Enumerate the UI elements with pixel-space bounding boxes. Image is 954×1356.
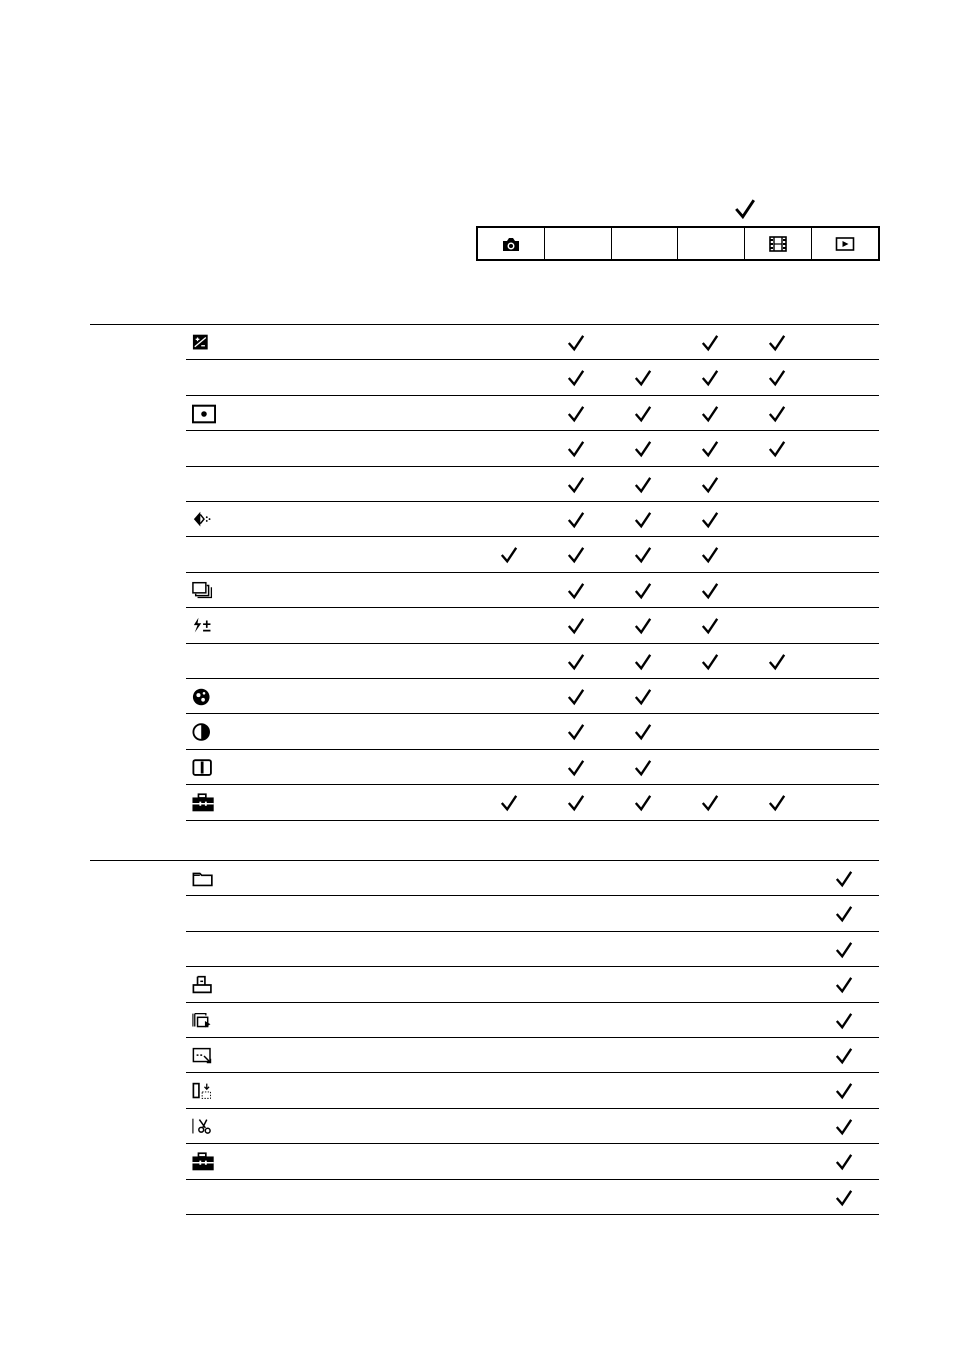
shooting-menu-row — [186, 467, 879, 502]
mode-cell-4 — [678, 228, 745, 259]
mode-cell-2 — [545, 228, 612, 259]
check-icon — [567, 369, 585, 387]
check-icon — [734, 198, 756, 220]
check-icon — [768, 405, 786, 423]
shooting-menu-row — [186, 679, 879, 714]
check-icon — [634, 369, 652, 387]
viewing-menu-row — [186, 1038, 879, 1073]
viewing-menu-row — [186, 1073, 879, 1108]
check-icon — [634, 440, 652, 458]
shooting-menu-row — [186, 396, 879, 431]
mode-cell-3 — [612, 228, 679, 259]
check-icon — [634, 546, 652, 564]
rotate-icon — [192, 1081, 216, 1101]
mode-header — [476, 226, 880, 261]
check-icon — [567, 759, 585, 777]
check-icon — [835, 905, 853, 923]
ev-icon — [192, 333, 216, 353]
check-icon — [500, 546, 518, 564]
sharpness-icon — [192, 758, 216, 778]
check-icon — [701, 334, 719, 352]
check-icon — [567, 334, 585, 352]
check-icon — [768, 440, 786, 458]
shooting-menu-row — [186, 608, 879, 643]
viewing-menu-row — [186, 1144, 879, 1179]
shooting-menu-row — [186, 750, 879, 785]
check-icon — [768, 369, 786, 387]
check-icon — [701, 582, 719, 600]
slideshow-icon — [192, 1011, 216, 1031]
burst-icon — [192, 581, 216, 601]
check-icon — [567, 617, 585, 635]
contrast-icon — [192, 722, 216, 742]
check-icon — [634, 617, 652, 635]
check-icon — [768, 334, 786, 352]
check-icon — [835, 1189, 853, 1207]
print-icon — [192, 975, 216, 995]
camera-icon — [501, 235, 521, 253]
mode-cell-movie — [745, 228, 812, 259]
shooting-menu-row — [186, 325, 879, 360]
setup-toolbox-icon — [192, 1152, 216, 1172]
check-icon — [835, 1153, 853, 1171]
check-icon — [835, 1118, 853, 1136]
check-icon — [835, 870, 853, 888]
viewing-menu-row — [186, 932, 879, 967]
check-icon — [835, 941, 853, 959]
check-icon — [634, 794, 652, 812]
playback-icon — [835, 235, 855, 253]
flash-level-icon — [192, 616, 216, 636]
viewing-menu-row — [186, 1180, 879, 1215]
viewing-menu-row — [186, 861, 879, 896]
shooting-menu-row — [186, 573, 879, 608]
check-icon — [567, 440, 585, 458]
resize-icon — [192, 1046, 216, 1066]
check-icon — [567, 582, 585, 600]
folder-icon — [192, 869, 216, 889]
check-icon — [567, 794, 585, 812]
spot-metering-icon — [192, 404, 216, 424]
flash-mode-icon — [192, 510, 216, 530]
shooting-menu-row — [186, 785, 879, 820]
check-icon — [634, 688, 652, 706]
check-icon — [701, 405, 719, 423]
check-icon — [567, 723, 585, 741]
check-icon — [835, 1082, 853, 1100]
check-icon — [567, 653, 585, 671]
mode-cell-playback — [812, 228, 878, 259]
check-icon — [701, 476, 719, 494]
check-icon — [701, 653, 719, 671]
check-icon — [701, 617, 719, 635]
check-icon — [634, 476, 652, 494]
check-icon — [701, 546, 719, 564]
shooting-menu-row — [186, 644, 879, 679]
check-icon — [768, 653, 786, 671]
check-icon — [634, 405, 652, 423]
check-icon — [701, 369, 719, 387]
check-icon — [835, 976, 853, 994]
check-icon — [567, 405, 585, 423]
check-icon — [768, 794, 786, 812]
shooting-menu-row — [186, 431, 879, 466]
check-icon — [701, 511, 719, 529]
viewing-menu-row — [186, 1003, 879, 1038]
check-icon — [634, 759, 652, 777]
mode-cell-camera — [478, 228, 545, 259]
check-icon — [835, 1012, 853, 1030]
check-icon — [634, 653, 652, 671]
saturation-icon — [192, 687, 216, 707]
divide-icon — [192, 1117, 216, 1137]
check-icon — [634, 582, 652, 600]
viewing-menu-row — [186, 896, 879, 931]
check-icon — [634, 511, 652, 529]
check-icon — [567, 688, 585, 706]
shooting-menu-row — [186, 714, 879, 749]
check-icon — [567, 476, 585, 494]
shooting-menu-row — [186, 502, 879, 537]
check-icon — [634, 723, 652, 741]
check-icon — [567, 511, 585, 529]
check-icon — [500, 794, 518, 812]
viewing-menu-row — [186, 1109, 879, 1144]
check-icon — [701, 440, 719, 458]
check-icon — [701, 794, 719, 812]
check-icon — [567, 546, 585, 564]
viewing-menu-row — [186, 967, 879, 1002]
shooting-menu-row — [186, 360, 879, 395]
movie-icon — [768, 235, 788, 253]
setup-toolbox-icon — [192, 793, 216, 813]
shooting-menu-row — [186, 537, 879, 572]
check-icon — [835, 1047, 853, 1065]
